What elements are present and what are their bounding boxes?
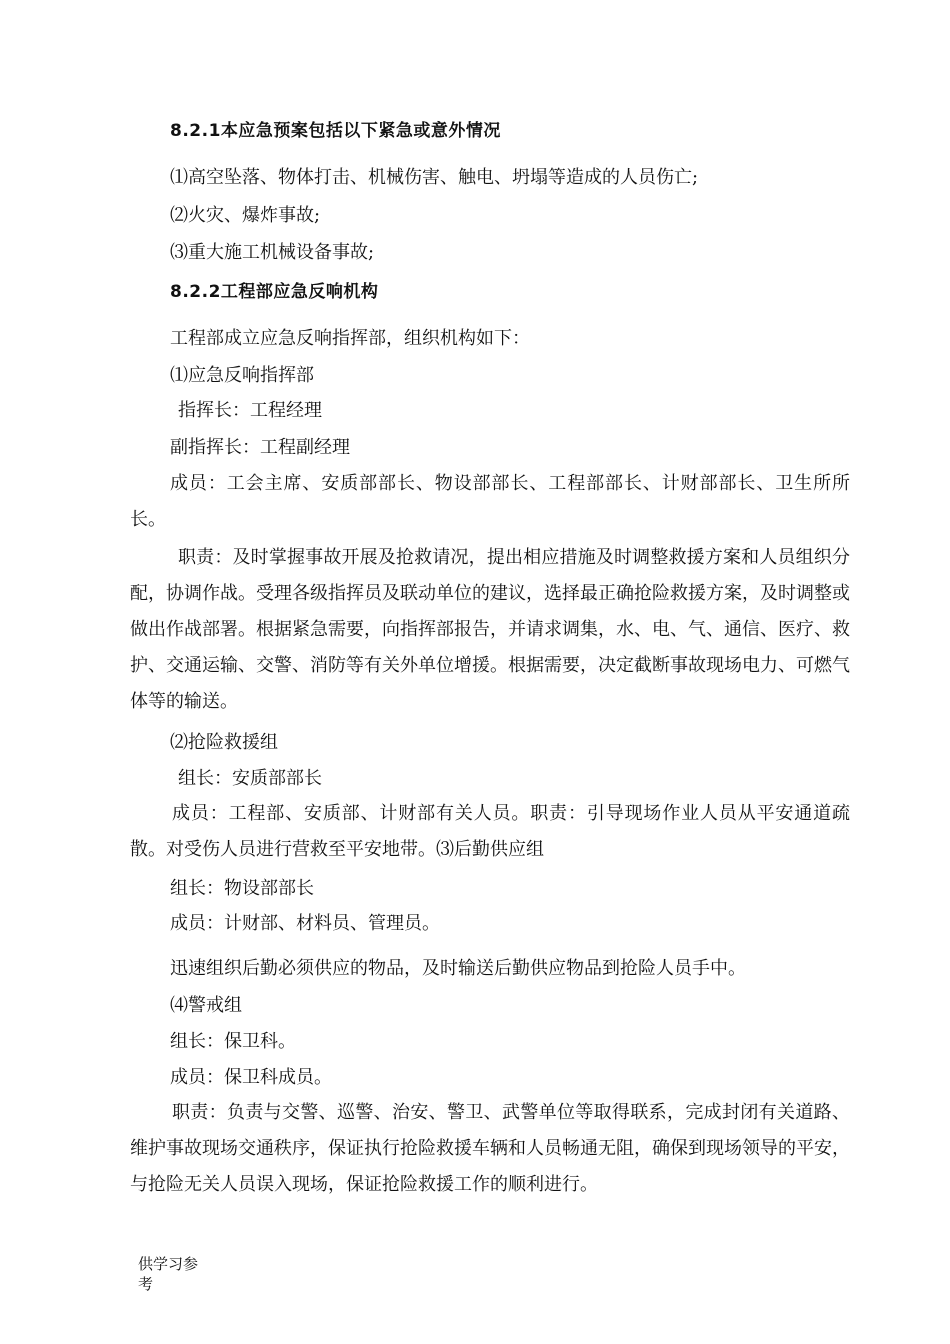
rescue-leader: 组长：安质部部长 <box>178 768 322 789</box>
heading-8-2-2: 8.2.2工程部应急反响机构 <box>170 282 379 302</box>
logistics-duty: 迅速组织后勤必须供应的物品，及时输送后勤供应物品到抢险人员手中。 <box>170 958 746 979</box>
guard-title: ⑷警戒组 <box>170 995 242 1016</box>
footer-line-1: 供学习参 <box>138 1255 199 1273</box>
footer-note <box>138 1254 198 1294</box>
command-members: 成员：工会主席、安质部部长、物设部部长、工程部部长、计财部部长、卫生所所长。 <box>130 473 850 530</box>
command-title: ⑴应急反响指挥部 <box>170 365 314 386</box>
command-leader: 指挥长：工程经理 <box>178 400 322 421</box>
heading-8-2-1: 8.2.1本应急预案包括以下紧急或意外情况 <box>170 121 501 141</box>
list-item: ⑶重大施工机械设备事故; <box>170 242 375 263</box>
list-item: ⑵火灾、爆炸事故; <box>170 205 321 226</box>
guard-members: 成员：保卫科成员。 <box>170 1067 332 1088</box>
logistics-members: 成员：计财部、材料员、管理员。 <box>170 913 440 934</box>
command-duty: 职责：及时掌握事故开展及抢救请况，提出相应措施及时调整救援方案和人员组织分配，协调作战。受理各级指挥员及联动单位的建议，选择最正确抢险救援方案，及时调整或做出作战部署。根据紧急需要，向指挥部报告，并请求调集，水、电、气、通信、医疗、救护、交通运输、交警、消防等有关外单位增援。根据需要，决定截断事故现场电力、可燃气体等的输送。 <box>130 547 850 712</box>
intro-text: 工程部成立应急反响指挥部，组织机构如下： <box>170 328 530 349</box>
list-item: ⑴高空坠落、物体打击、机械伤害、触电、坍塌等造成的人员伤亡; <box>170 167 699 188</box>
command-deputy: 副指挥长：工程副经理 <box>170 437 350 458</box>
guard-duty: 职责：负责与交警、巡警、治安、警卫、武警单位等取得联系，完成封闭有关道路、维护事故现场交通秩序，保证执行抢险救援车辆和人员畅通无阻，确保到现场领导的平安，与抢险无关人员误入现场，保证抢险救援工作的顺利进行。 <box>130 1102 850 1195</box>
logistics-leader: 组长：物设部部长 <box>170 878 314 899</box>
guard-leader: 组长：保卫科。 <box>170 1031 296 1052</box>
rescue-members-duty: 成员：工程部、安质部、计财部有关人员。职责：引导现场作业人员从平安通道疏散。对受伤人员进行营救至平安地带。⑶后勤供应组 <box>130 803 850 860</box>
footer-line-2: 考 <box>138 1275 154 1293</box>
rescue-title: ⑵抢险救援组 <box>170 732 278 753</box>
